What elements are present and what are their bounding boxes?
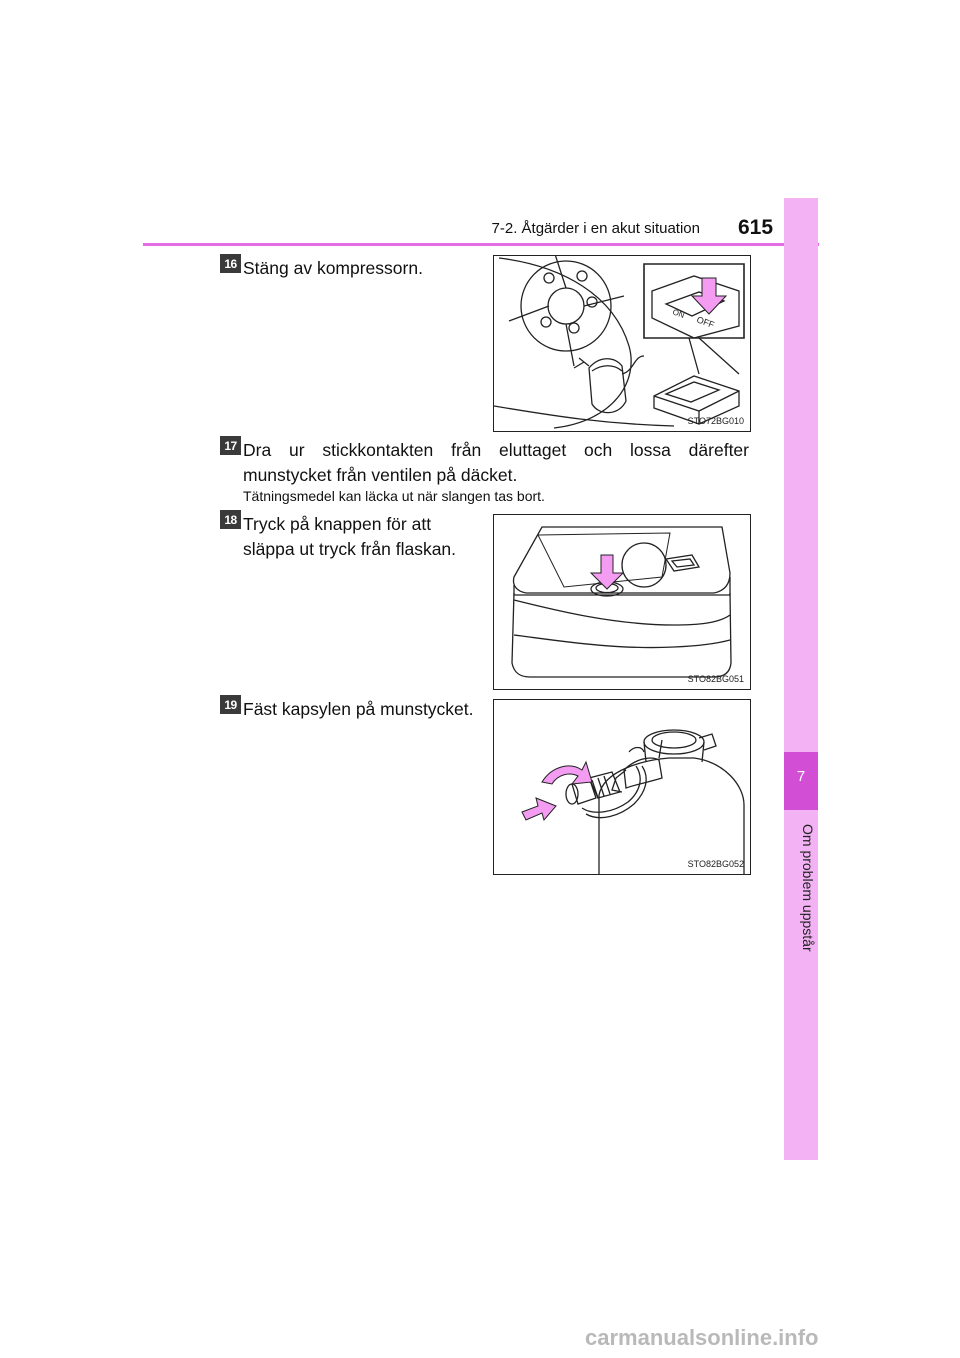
chapter-number: 7 xyxy=(796,768,806,785)
figure-compressor-off xyxy=(493,255,751,432)
figure-code: STO82BG052 xyxy=(687,859,744,869)
figure-code: STO72BG010 xyxy=(687,416,744,426)
switch-on-label: ON xyxy=(671,307,686,320)
switch-off-label: OFF xyxy=(695,314,716,331)
chapter-label: Om problem uppstår xyxy=(800,823,816,952)
compressor-switch-illustration xyxy=(494,256,750,431)
page-number: 615 xyxy=(738,216,774,239)
figure-pressure-release xyxy=(493,514,751,690)
step-badge-18: 18 xyxy=(220,510,241,529)
figure-cap-nozzle xyxy=(493,699,751,875)
nozzle-cap-illustration xyxy=(494,700,750,874)
watermark: carmanualsonline.info xyxy=(585,1325,819,1350)
step-badge-19: 19 xyxy=(220,695,241,714)
chapter-side-tab xyxy=(784,198,818,1160)
pressure-button-illustration xyxy=(494,515,750,689)
step-text-19: Fäst kapsylen på munstycket. xyxy=(243,699,474,719)
figure-code: STO82BG051 xyxy=(687,674,744,684)
step-text-16: Stäng av kompressorn. xyxy=(243,258,423,278)
step-text-17: Dra ur stickkontakten från eluttaget och lossa därefter munstycket från ventilen på däcket. xyxy=(243,440,749,485)
step-note-17: Tätningsmedel kan läcka ut när slangen tas bort. xyxy=(243,488,545,504)
step-text-18: Tryck på knappen för att släppa ut tryck från flaskan. xyxy=(243,514,457,559)
section-title: 7-2. Åtgärder i en akut situation xyxy=(491,220,700,237)
step-badge-16: 16 xyxy=(220,254,241,273)
step-badge-17: 17 xyxy=(220,436,241,455)
header-rule xyxy=(143,243,819,246)
